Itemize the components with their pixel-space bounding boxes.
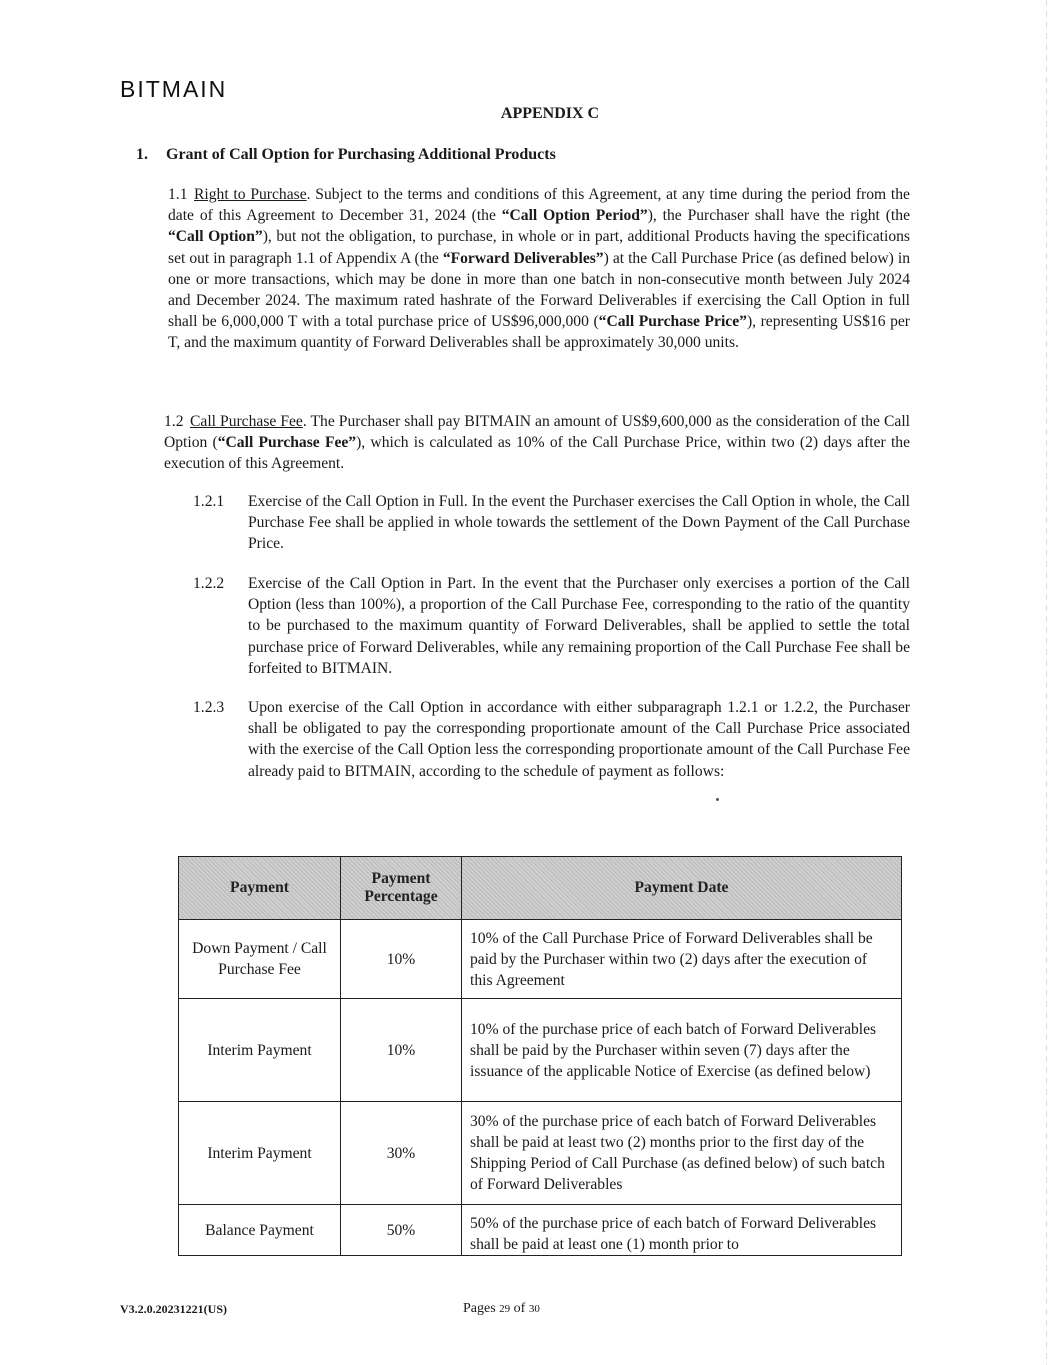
cell-date: 10% of the Call Purchase Price of Forward Deliverables shall be paid by the Purchaser within two (2) days after the execution of this Agreement [462, 920, 902, 999]
paragraph-1-2-text-b: ), which is calculated as 10% of the Call Purchase Price, within two (2) days after the execution of this Agreement. [164, 434, 910, 473]
paragraph-1-1 [168, 184, 910, 354]
subparagraph-1-2-3 [193, 697, 910, 782]
of-label: of [513, 1301, 526, 1316]
cell-payment: Interim Payment [179, 999, 341, 1102]
paragraph-1-1-text-b: ), the Purchaser shall have the right (the [647, 207, 910, 225]
appendix-title: APPENDIX C [500, 105, 600, 122]
paragraph-1-1-number: 1.1 [168, 186, 188, 203]
subparagraph-1-2-3-number: 1.2.3 [193, 699, 225, 716]
table-row [179, 999, 902, 1102]
table-row [179, 920, 902, 999]
paragraph-1-1-heading: Right to Purchase [194, 186, 307, 203]
paragraph-1-2-text-a: . The Purchaser shall pay BITMAIN an amount of US$9,600,000 as the consideration of the Call Option ( [164, 413, 910, 452]
cell-date: 50% of the purchase price of each batch of Forward Deliverables shall be paid at least one (1) month prior to [462, 1205, 902, 1256]
term-call-purchase-fee: “Call Purchase Fee” [217, 434, 357, 452]
subparagraph-1-2-3-text: Upon exercise of the Call Option in accordance with either subparagraph 1.2.1 or 1.2.2, the Purchaser shall be obligated to pay the corresponding proportionate amount of the Call Purchase Price associated with the exercise of the Call Option less the corresponding proportionate amount of the Call Purchase Fee already paid to BITMAIN, according to the schedule of payment as follows: [248, 699, 910, 780]
subparagraph-1-2-1-text: Exercise of the Call Option in Full. In the event the Purchaser exercises the Call Option in whole, the Call Purchase Fee shall be applied in whole towards the settlement of the Down Payment of the Call Purchase Price. [248, 493, 910, 553]
header-payment-percentage: Payment Percentage [341, 857, 462, 920]
scan-edge-line [1046, 0, 1047, 1365]
section-1-number: 1. [136, 146, 148, 163]
page-number [463, 1301, 540, 1317]
version-code: V3.2.0.20231221(US) [120, 1302, 227, 1316]
cell-percentage: 50% [341, 1205, 462, 1256]
header-payment-date: Payment Date [462, 857, 902, 920]
subparagraph-1-2-1-number: 1.2.1 [193, 493, 225, 510]
paragraph-1-2-heading: Call Purchase Fee [190, 413, 303, 430]
cell-percentage: 30% [341, 1102, 462, 1205]
paragraph-1-1-text-c: ), but not the obligation, to purchase, in whole or in part, additional Products having the specifications set out in paragraph 1.1 of Appendix A (the [168, 228, 910, 267]
subparagraph-1-2-2-number: 1.2.2 [193, 575, 225, 592]
term-call-option-period: “Call Option Period” [501, 207, 648, 225]
paragraph-1-1-text-d: ) at the Call Purchase Price (as defined below) in one or more transactions, which may be done in more than one batch in non-consecutive month between July 2024 and December 2024. The maximum rated hashrate of the Forward Deliverables if exercising the Call Option in full shall be 6,000,000 T with a total purchase price of US$96,000,000 ( [168, 249, 910, 331]
term-call-option: “Call Option” [168, 228, 263, 246]
bitmain-logo: BITMAIN [120, 76, 228, 102]
cell-payment: Interim Payment [179, 1102, 341, 1205]
total-pages: 30 [528, 1303, 540, 1315]
payment-schedule-table [178, 856, 902, 1256]
cell-payment: Balance Payment [179, 1205, 341, 1256]
paragraph-1-2 [164, 411, 910, 475]
scan-speck [716, 798, 719, 801]
paragraph-1-1-text-e: ), representing US$16 per T, and the maximum quantity of Forward Deliverables shall be approximately 30,000 units. [168, 313, 911, 352]
table-header-row [179, 857, 902, 920]
current-page: 29 [499, 1303, 511, 1315]
cell-percentage: 10% [341, 999, 462, 1102]
paragraph-1-2-number: 1.2 [164, 413, 184, 430]
section-1-heading [136, 146, 556, 164]
header-payment: Payment [179, 857, 341, 920]
paragraph-1-1-text-a: . Subject to the terms and conditions of this Agreement, at any time during the period from the date of this Agreement to December 31, 2024 (the [168, 186, 910, 225]
term-call-purchase-price: “Call Purchase Price” [598, 313, 747, 331]
cell-date: 30% of the purchase price of each batch of Forward Deliverables shall be paid at least two (2) months prior to the first day of the Shipping Period of Call Purchase (as defined below) of such batch of Forward Deliverables [462, 1102, 902, 1205]
cell-payment: Down Payment / Call Purchase Fee [179, 920, 341, 999]
cell-percentage: 10% [341, 920, 462, 999]
pages-label: Pages [463, 1301, 496, 1316]
section-1-title: Grant of Call Option for Purchasing Additional Products [166, 146, 556, 163]
subparagraph-1-2-2-text: Exercise of the Call Option in Part. In the event that the Purchaser only exercises a portion of the Call Option (less than 100%), a proportion of the Call Purchase Fee, corresponding to the ratio of the quantity to be purchased to the maximum quantity of Forward Deliverables, shall be applied to settle the total purchase price of Forward Deliverables, while any remaining proportion of the Call Purchase Fee shall be forfeited to BITMAIN. [248, 575, 910, 677]
table-row [179, 1102, 902, 1205]
table-row [179, 1205, 902, 1256]
subparagraph-1-2-2 [193, 573, 910, 679]
cell-date: 10% of the purchase price of each batch of Forward Deliverables shall be paid by the Purchaser within seven (7) days after the issuance of the applicable Notice of Exercise (as defined below) [462, 999, 902, 1102]
subparagraph-1-2-1 [193, 491, 910, 555]
term-forward-deliverables: “Forward Deliverables” [442, 249, 604, 267]
